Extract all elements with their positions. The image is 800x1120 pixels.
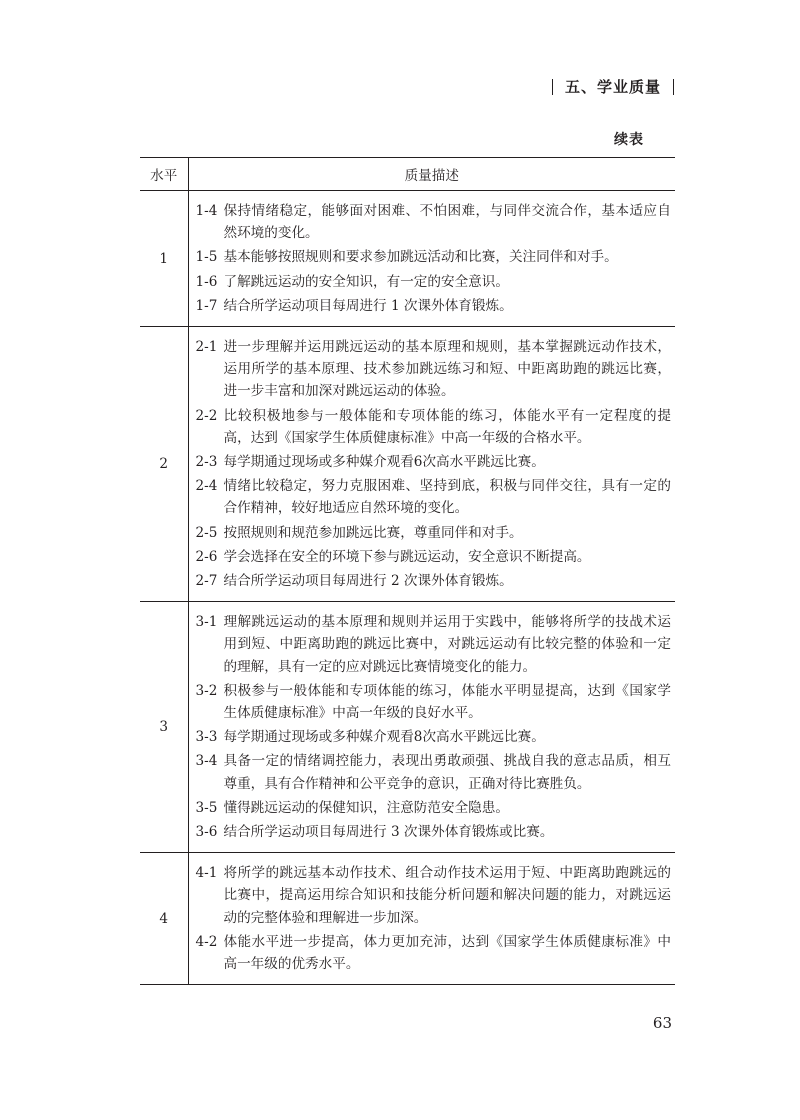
- quality-item: [196, 546, 672, 568]
- item-text: 结合所学运动项目每周进行 1 次课外体育锻炼。: [223, 297, 513, 314]
- item-text: 体能水平进一步提高，体力更加充沛，达到《国家学生体质健康标准》中高一年级的优秀水平。: [223, 933, 671, 973]
- quality-item: [196, 522, 672, 544]
- page-number: 63: [652, 1014, 672, 1032]
- table-row: [140, 602, 675, 853]
- level-cell: 4: [140, 853, 188, 985]
- item-text: 具备一定的情绪调控能力，表现出勇敢顽强、挑战自我的意志品质，相互尊重，具有合作精神和公平竞争的意识，正确对待比赛胜负。: [223, 753, 671, 792]
- quality-item: [196, 336, 672, 403]
- table-caption: 续表: [614, 132, 644, 148]
- column-header-description: 质量描述: [188, 158, 675, 191]
- item-code: 3-4: [195, 753, 218, 770]
- item-text: 结合所学运动项目每周进行 3 次课外体育锻炼或比赛。: [223, 824, 554, 841]
- header-divider-right: [673, 79, 674, 95]
- item-code: 3-1: [195, 614, 218, 631]
- item-text: 每学期通过现场或多种媒介观看8次高水平跳远比赛。: [223, 729, 545, 746]
- table-row: [140, 327, 675, 602]
- item-code: 1-7: [195, 297, 218, 314]
- quality-item: [196, 726, 672, 748]
- item-code: 2-1: [195, 339, 218, 356]
- item-code: 2-5: [195, 524, 218, 541]
- quality-item: [196, 570, 672, 592]
- description-cell: [188, 191, 675, 327]
- level-cell: 2: [140, 327, 188, 602]
- item-text: 了解跳远运动的安全知识，有一定的安全意识。: [223, 273, 509, 290]
- section-title: 五、学业质量: [564, 78, 661, 96]
- item-code: 4-1: [195, 865, 218, 882]
- item-text: 结合所学运动项目每周进行 2 次课外体育锻炼。: [223, 573, 513, 590]
- item-text: 按照规则和规范参加跳远比赛，尊重同伴和对手。: [223, 524, 523, 541]
- item-code: 3-5: [195, 799, 218, 816]
- quality-item: [196, 680, 672, 724]
- description-cell: [188, 602, 675, 853]
- quality-item: [196, 200, 672, 244]
- item-code: 2-6: [195, 548, 218, 565]
- level-cell: 3: [140, 602, 188, 853]
- quality-item: [196, 295, 672, 317]
- table-row: [140, 853, 675, 985]
- item-text: 基本能够按照规则和要求参加跳远活动和比赛，关注同伴和对手。: [223, 249, 618, 266]
- quality-item: [196, 931, 672, 975]
- item-text: 每学期通过现场或多种媒介观看6次高水平跳远比赛。: [223, 454, 545, 471]
- item-text: 懂得跳远运动的保健知识，注意防范安全隐患。: [223, 799, 509, 816]
- item-text: 比较积极地参与一般体能和专项体能的练习，体能水平有一定程度的提高，达到《国家学生体质健康标准》中高一年级的合格水平。: [223, 407, 671, 446]
- item-code: 2-7: [195, 573, 218, 590]
- quality-item: [196, 821, 672, 843]
- table-header-row: [140, 158, 675, 191]
- item-text: 将所学的跳远基本动作技术、组合动作技术运用于短、中距离助跑跳远的比赛中，提高运用综合知识和技能分析问题和解决问题的能力，对跳远运动的完整体验和理解进一步加深。: [223, 865, 671, 926]
- quality-item: [196, 246, 672, 268]
- quality-item: [196, 611, 672, 678]
- item-code: 2-2: [195, 407, 218, 424]
- item-text: 进一步理解并运用跳远运动的基本原理和规则，基本掌握跳远动作技术，运用所学的基本原理、技术参加跳远练习和短、中距离助跑的跳远比赛，进一步丰富和加深对跳远运动的体验。: [223, 339, 671, 400]
- item-code: 3-6: [195, 824, 218, 841]
- quality-item: [196, 475, 672, 519]
- quality-item: [196, 750, 672, 794]
- item-code: 4-2: [195, 933, 218, 950]
- item-code: 1-5: [195, 249, 218, 266]
- level-cell: 1: [140, 191, 188, 327]
- item-text: 理解跳远运动的基本原理和规则并运用于实践中，能够将所学的技战术运用到短、中距离助跑的跳远比赛中，对跳远运动有比较完整的体验和一定的理解，具有一定的应对跳远比赛情境变化的能力。: [223, 614, 671, 675]
- column-header-level: 水平: [140, 158, 188, 191]
- quality-table: [140, 157, 675, 985]
- description-cell: [188, 327, 675, 602]
- quality-item: [196, 405, 672, 449]
- item-text: 情绪比较稳定，努力克服困难、坚持到底，积极与同伴交往，具有一定的合作精神，较好地适应自然环境的变化。: [223, 478, 671, 517]
- quality-item: [196, 271, 672, 293]
- quality-item: [196, 797, 672, 819]
- running-header: [552, 76, 674, 97]
- item-code: 1-4: [195, 203, 218, 219]
- item-code: 3-3: [195, 729, 218, 746]
- header-divider-left: [552, 79, 553, 95]
- item-code: 2-4: [195, 478, 218, 495]
- table-row: [140, 191, 675, 327]
- item-text: 学会选择在安全的环境下参与跳远运动，安全意识不断提高。: [223, 548, 591, 565]
- item-text: 积极参与一般体能和专项体能的练习，体能水平明显提高，达到《国家学生体质健康标准》中高一年级的良好水平。: [223, 682, 671, 722]
- item-text: 保持情绪稳定，能够面对困难、不怕困难，与同伴交流合作，基本适应自然环境的变化。: [223, 203, 671, 242]
- item-code: 1-6: [195, 273, 218, 290]
- description-cell: [188, 853, 675, 985]
- item-code: 2-3: [195, 454, 218, 471]
- quality-item: [196, 862, 672, 929]
- quality-item: [196, 451, 672, 473]
- item-code: 3-2: [195, 682, 218, 699]
